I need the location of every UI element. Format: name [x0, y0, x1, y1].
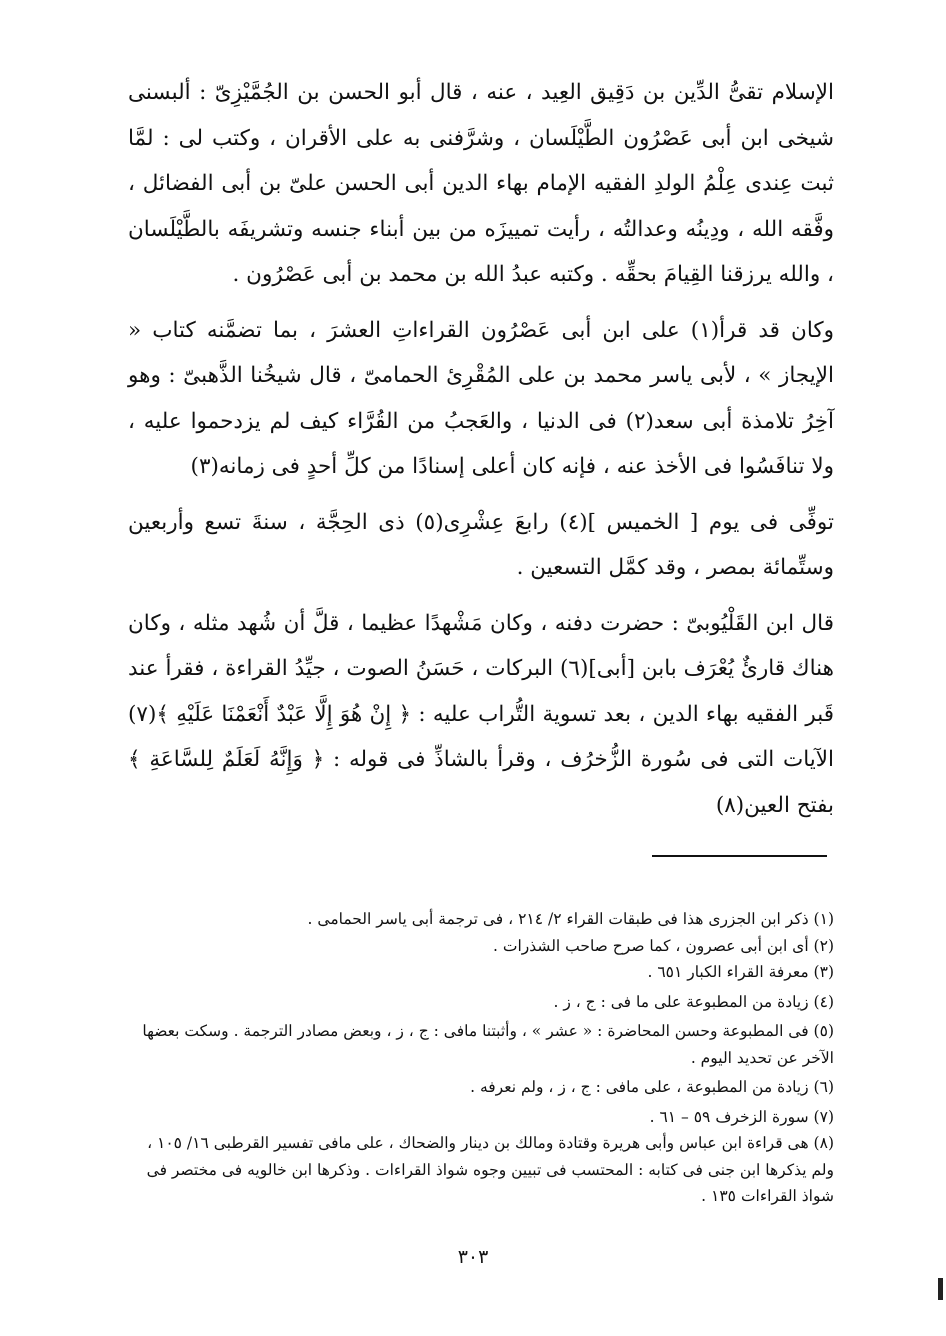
footnote-7: (٧) سورة الزخرف ٥٩ – ٦١ .	[649, 1107, 834, 1126]
footnote-6: (٦) زيادة من المطبوعة ، على مافى : ج ، ز ، ولم نعرفه .	[470, 1078, 834, 1096]
paragraph-2: وكان قد قرأ(١) على ابن أبى عَصْرُون القراءاتِ العشرَ ، بما تضمَّنه كتاب « الإيجاز » ، لأبى ياسر محمد بن على المُقْرِئ الحمامىّ ، قال شيخُنا الذَّهبىّ : وهو آخِرُ تلامذة أبى سعد(٢) فى الدنيا ، والعَجبُ من القُرَّاء كيف لم يزدحموا عليه ، ولا تنافَسُوا فى الأخذ عنه ، فإنه كان أعلى إسنادًا من كلِّ أحدٍ فى زمانه(٣)	[128, 317, 834, 479]
footnote-2: (٢) أى ابن أبى عصرون ، كما صرح صاحب الشذرات .	[493, 936, 834, 955]
footnote-3: (٣) معرفة القراء الكبار ٦٥١ .	[647, 963, 834, 981]
paragraph-3: توفِّى فى يوم [ الخميس ](٤) رابعَ عِشْرِى(٥) ذى الحِجَّة ، سنةَ تسع وأربعين وستِّمائة بمصر ، وقد كمَّل التسعين .	[128, 509, 834, 580]
footnote-4: (٤) زيادة من المطبوعة على ما فى : ج ، ز .	[553, 992, 834, 1011]
footnote-5: (٥) فى المطبوعة وحسن المحاضرة : « عشر » ، وأثبتنا مافى : ج ، ز ، وبعض مصادر الترجمة . وسكت بعضها الآخر عن تحديد اليوم .	[142, 1022, 834, 1067]
paragraph-4: قال ابن القَلْيُوبىّ : حضرت دفنه ، وكان مَشْهدًا عظيما ، قلَّ أن شُهد مثله ، وكان هناك قارئٌ يُعْرَف بابن [أبى](٦) البركات ، حَسَنُ الصوت ، جيِّدُ القراءة ، فقرأ عند قَبر الفقيه بهاء الدين ، بعد تسوية التُّراب عليه : ﴿ إِنْ هُوَ إِلَّا عَبْدٌ أَنْعَمْنَا عَلَيْهِ ﴾(٧) الآيات التى فى سُورة الزُّخرُف ، وقرأ بالشاذِّ فى قوله : ﴿ وَإِنَّهُ لَعَلَمٌ لِلسَّاعَةِ ﴾ بفتح العين(٨)	[128, 610, 835, 818]
page-number: ٣٠٣	[457, 1246, 489, 1268]
main-text	[128, 70, 834, 828]
footnote-8: (٨) هى قراءة ابن عباس وأبى هريرة وقتادة ومالك بن دينار والضحاك ، على مافى تفسير القرطبى ١٦/ ١٠٥ ، ولم يذكرها ابن جنى فى كتابه : المحتسب فى تبيين وجوه شواذ القراءات . وذكرها ابن خالويه فى مختصر فى شواذ القراءات ١٣٥ .	[146, 1134, 834, 1205]
footnotes	[128, 906, 834, 1210]
footnote-1: (١) ذكر ابن الجزرى هذا فى طبقات القراء ٢/ ٢١٤ ، فى ترجمة أبى ياسر الحمامى .	[307, 910, 834, 928]
paragraph-1: الإسلام تقىُّ الدِّين بن دَقِيق العِيد ، عنه ، قال أبو الحسن بن الجُمَّيْزِىّ : ألبسنى شيخى ابن أبى عَصْرُون الطَّيْلَسان ، وشرَّفنى به على الأقران ، وكتب لى : لمَّا ثبت عِندى عِلْمُ الولدِ الفقيه الإمام بهاء الدين أبى الحسن علىّ بن أبى الفضائل ، وفَّقه الله ، ودِينُه وعدالتُه ، رأيت تمييزَه من بين أبناء جنسه وتشريفَه بالطَّيْلَسان ، والله يرزقنا القِيامَ بحقِّه . وكتبه عبدُ الله بن محمد بن أبى عَصْرُون .	[128, 80, 834, 287]
scan-edge-mark	[938, 1278, 943, 1300]
footnote-separator	[652, 855, 827, 857]
